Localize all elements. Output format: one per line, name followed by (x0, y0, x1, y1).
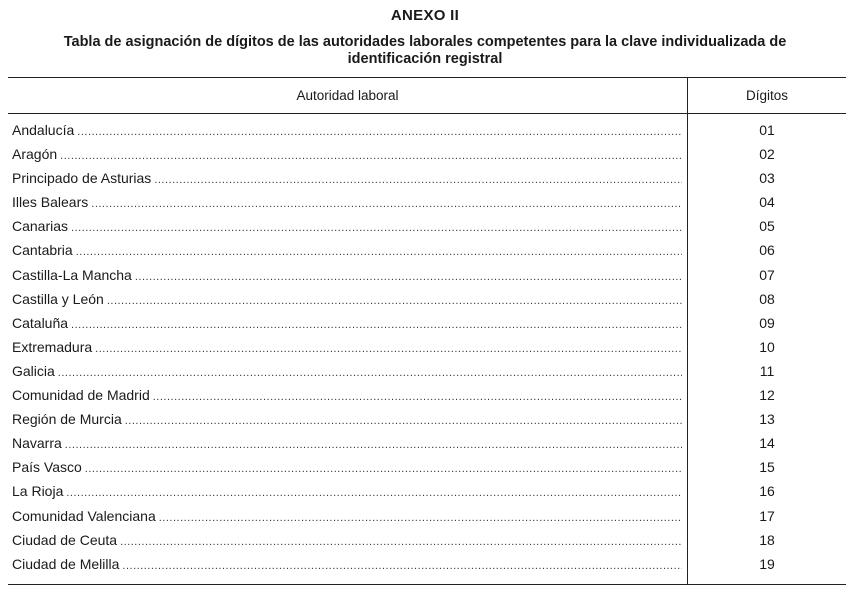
authority-cell (12, 194, 682, 210)
table-header-row (8, 78, 846, 114)
authority-cell (12, 242, 682, 258)
digits-cell: 16 (759, 483, 775, 500)
table-row (8, 289, 846, 313)
digits-cell: 05 (759, 218, 775, 235)
table-row (8, 409, 846, 433)
table-row (8, 337, 846, 361)
authority-cell (12, 339, 682, 355)
dot-leader (135, 271, 682, 283)
table-body (8, 120, 846, 578)
authority-cell (12, 483, 682, 499)
dot-leader (85, 463, 682, 475)
dot-leader (65, 439, 682, 451)
authority-cell (12, 556, 682, 572)
dot-leader (66, 487, 682, 499)
authority-name: Aragón (12, 146, 60, 162)
authority-cell (12, 291, 682, 307)
authority-name: Ciudad de Melilla (12, 556, 122, 572)
authority-name: Cataluña (12, 315, 71, 331)
table-row (8, 265, 846, 289)
dot-leader (159, 512, 682, 524)
digits-cell: 17 (759, 507, 775, 524)
dot-leader (60, 150, 682, 162)
authority-name: Comunidad Valenciana (12, 508, 159, 524)
dot-leader (71, 222, 682, 234)
annex-title: ANEXO II (390, 7, 460, 24)
authority-name: Castilla-La Mancha (12, 267, 135, 283)
authority-cell (12, 315, 682, 331)
digits-cell: 14 (759, 435, 775, 452)
authority-cell (12, 267, 682, 283)
table-row (8, 530, 846, 554)
table-row (8, 216, 846, 240)
authority-name: Cantabria (12, 242, 76, 258)
authority-cell (12, 435, 682, 451)
dot-leader (107, 295, 682, 307)
authority-name: Comunidad de Madrid (12, 387, 153, 403)
table-row (8, 433, 846, 457)
authority-cell (12, 122, 682, 138)
authority-cell (12, 146, 682, 162)
digits-cell: 10 (759, 338, 775, 355)
digits-cell: 09 (759, 314, 775, 331)
table-row (8, 240, 846, 264)
header-authority: Autoridad laboral (296, 88, 399, 103)
authority-name: Galicia (12, 363, 58, 379)
authority-name: Andalucía (12, 122, 77, 138)
table-row (8, 144, 846, 168)
digits-cell: 15 (759, 459, 775, 476)
digits-cell: 08 (759, 290, 775, 307)
dot-leader (154, 174, 682, 186)
dot-leader (58, 367, 682, 379)
table-row (8, 481, 846, 505)
authority-name: Ciudad de Ceuta (12, 532, 120, 548)
dot-leader (91, 198, 682, 210)
authority-name: Navarra (12, 435, 65, 451)
digits-cell: 02 (759, 146, 775, 163)
digits-cell: 18 (759, 531, 775, 548)
digits-cell: 13 (759, 411, 775, 428)
table-row (8, 457, 846, 481)
dot-leader (120, 536, 682, 548)
dot-leader (76, 246, 682, 258)
authority-name: Región de Murcia (12, 411, 125, 427)
authority-cell (12, 387, 682, 403)
authority-name: Principado de Asturias (12, 170, 154, 186)
digits-cell: 19 (759, 555, 775, 572)
table-row (8, 168, 846, 192)
authority-cell (12, 508, 682, 524)
dot-leader (122, 560, 682, 572)
dot-leader (153, 391, 682, 403)
table-row (8, 385, 846, 409)
authority-name: Castilla y León (12, 291, 107, 307)
dot-leader (71, 319, 682, 331)
digits-cell: 12 (759, 387, 775, 404)
authority-name: Extremadura (12, 339, 95, 355)
authority-cell (12, 411, 682, 427)
dot-leader (125, 415, 682, 427)
table-row (8, 506, 846, 530)
table-row (8, 120, 846, 144)
table-subtitle: Tabla de asignación de dígitos de las autoridades laborales competentes para la clave individualizada de identificación registral (63, 34, 787, 67)
table-row (8, 361, 846, 385)
digits-cell: 01 (759, 122, 775, 138)
digits-cell: 11 (759, 362, 775, 379)
authority-cell (12, 363, 682, 379)
authority-name: País Vasco (12, 459, 85, 475)
digits-cell: 07 (759, 266, 775, 283)
authority-name: Illes Balears (12, 194, 91, 210)
authority-name: Canarias (12, 218, 71, 234)
dot-leader (77, 126, 682, 138)
digits-cell: 03 (759, 170, 775, 187)
authority-cell (12, 532, 682, 548)
authority-cell (12, 218, 682, 234)
authority-digits-table (8, 77, 846, 585)
authority-name: La Rioja (12, 483, 66, 499)
header-digits: Dígitos (745, 88, 789, 103)
digits-cell: 04 (759, 194, 775, 211)
table-row (8, 313, 846, 337)
table-row (8, 554, 846, 578)
authority-cell (12, 459, 682, 475)
dot-leader (95, 343, 682, 355)
authority-cell (12, 170, 682, 186)
digits-cell: 06 (759, 242, 775, 259)
table-row (8, 192, 846, 216)
